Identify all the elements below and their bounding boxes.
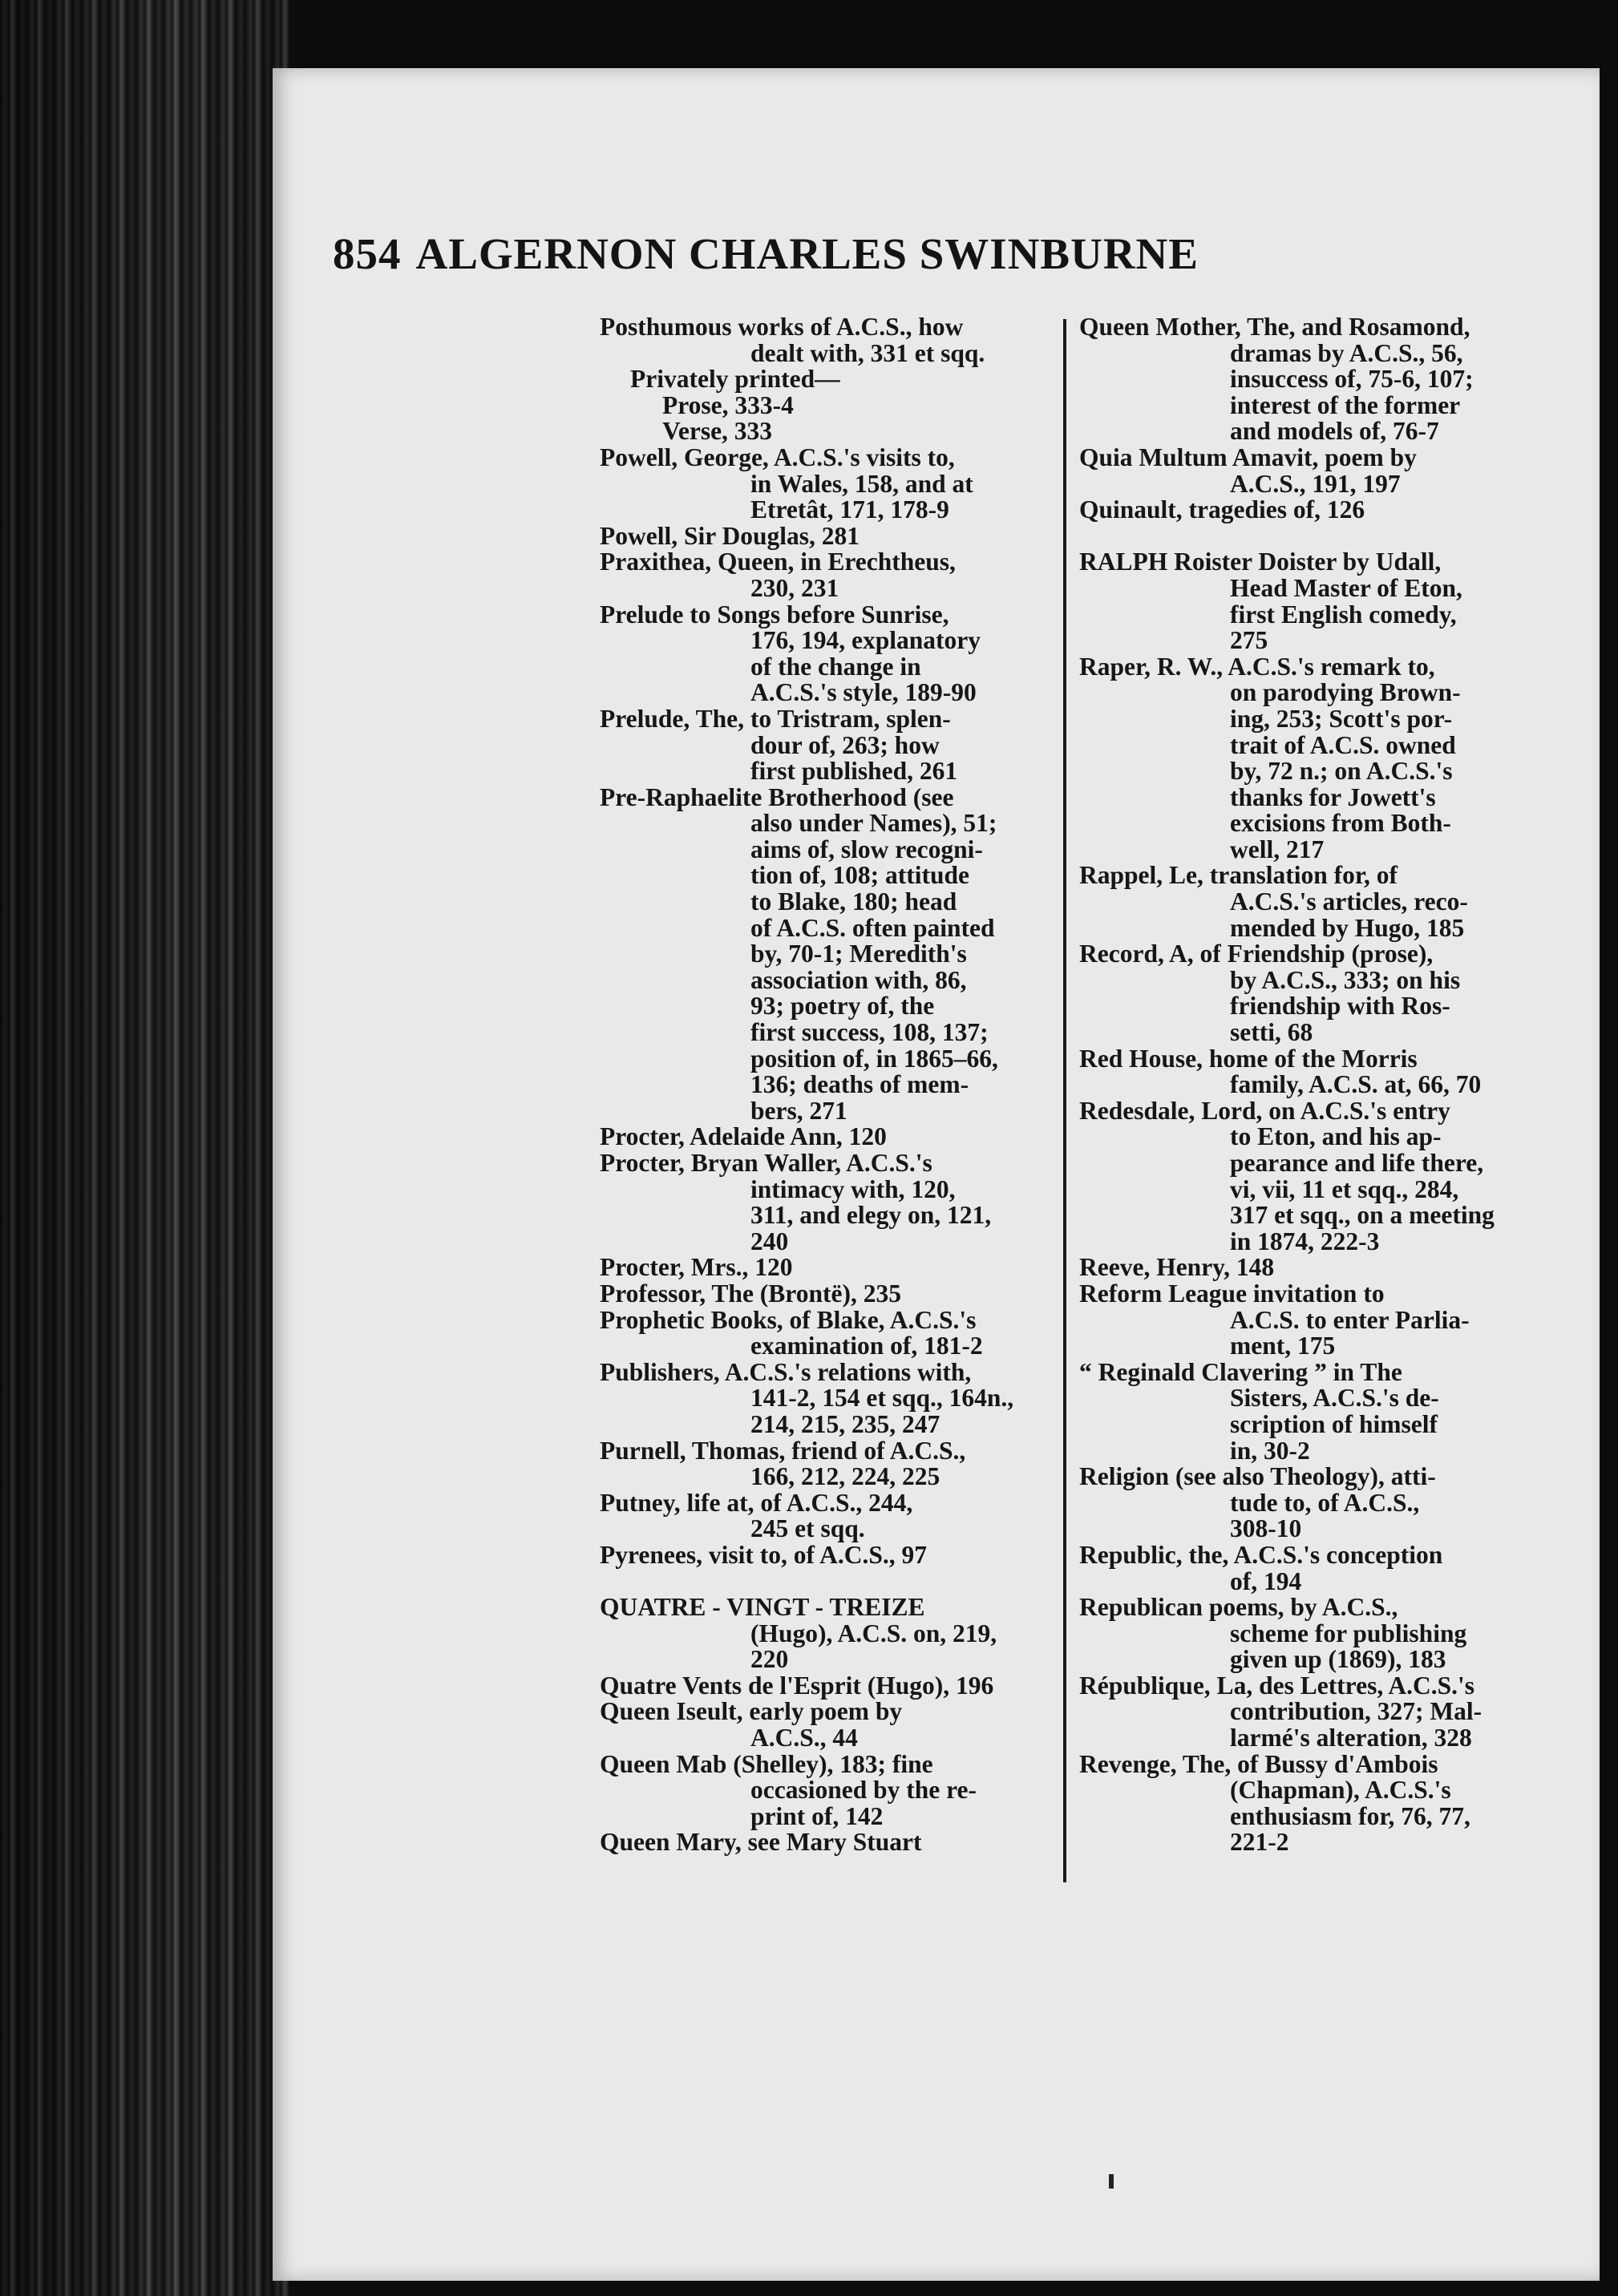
index-entry: République, La, des Lettres, A.C.S.'s (1079, 1671, 1474, 1700)
index-entry-continuation: Verse, 333 (662, 417, 773, 446)
index-entry-continuation: also under Names), 51; (750, 809, 997, 838)
index-entry: Prophetic Books, of Blake, A.C.S.'s (600, 1305, 977, 1334)
index-entry-continuation: 141-2, 154 et sqq., 164n., (750, 1384, 1014, 1413)
index-entry-continuation: 176, 194, explanatory (750, 626, 981, 655)
index-entry: Queen Mab (Shelley), 183; fine (600, 1749, 933, 1778)
index-entry-continuation: Privately printed— (630, 365, 840, 394)
index-entry-continuation: in, 30-2 (1230, 1436, 1310, 1465)
index-entry: Prelude to Songs before Sunrise, (600, 600, 949, 629)
index-entry-continuation: 136; deaths of mem- (750, 1070, 969, 1099)
index-entry-continuation: A.C.S.'s style, 189-90 (750, 678, 977, 707)
index-entry: Praxithea, Queen, in Erechtheus, (600, 548, 956, 576)
index-entry: Professor, The (Brontë), 235 (600, 1279, 901, 1308)
index-entry: Procter, Bryan Waller, A.C.S.'s (600, 1149, 932, 1177)
index-entry-continuation: in 1874, 222-3 (1230, 1227, 1380, 1255)
index-entry-continuation: given up (1869), 183 (1230, 1645, 1446, 1674)
index-entry-continuation: print of, 142 (750, 1801, 884, 1830)
running-head (333, 228, 1495, 293)
index-entry: Powell, Sir Douglas, 281 (600, 521, 860, 550)
index-entry-continuation: ment, 175 (1230, 1332, 1336, 1360)
index-entry-continuation: on parodying Brown- (1230, 678, 1461, 707)
index-entry-continuation: dour of, 263; how (750, 730, 940, 759)
index-entry: Record, A, of Friendship (prose), (1079, 940, 1434, 968)
index-entry-continuation: position of, in 1865–66, (750, 1044, 998, 1073)
index-entry-continuation: (Chapman), A.C.S.'s (1230, 1776, 1451, 1805)
running-title: ALGERNON CHARLES SWINBURNE (415, 229, 1199, 278)
entry-spacer (600, 1569, 1049, 1595)
index-entry-continuation: by A.C.S., 333; on his (1230, 965, 1461, 994)
index-entry-continuation: 311, and elegy on, 121, (750, 1201, 992, 1230)
index-entry: Procter, Adelaide Ann, 120 (600, 1122, 887, 1151)
index-entry: Revenge, The, of Bussy d'Ambois (1079, 1749, 1438, 1778)
index-entry: “ Reginald Clavering ” in The (1079, 1357, 1402, 1386)
index-entry-continuation: association with, 86, (750, 965, 967, 994)
index-entry-continuation: trait of A.C.S. owned (1230, 730, 1456, 759)
index-entry: RALPH Roister Doister by Udall, (1079, 548, 1442, 576)
index-entry-continuation: first published, 261 (750, 757, 958, 786)
entry-spacer (1079, 523, 1519, 550)
index-entry-continuation: Sisters, A.C.S.'s de- (1230, 1384, 1439, 1413)
index-entry: Raper, R. W., A.C.S.'s remark to, (1079, 652, 1435, 681)
index-entry-continuation: well, 217 (1230, 835, 1325, 863)
index-entry: Reform League invitation to (1079, 1279, 1385, 1308)
index-entry-continuation: interest of the former (1230, 390, 1461, 419)
index-entry: Reeve, Henry, 148 (1079, 1253, 1275, 1282)
page-mark (1109, 2174, 1114, 2189)
index-column-right (1079, 314, 1519, 1856)
index-entry: Prelude, The, to Tristram, splen- (600, 704, 951, 733)
index-entry-continuation: vi, vii, 11 et sqq., 284, (1230, 1174, 1459, 1203)
index-entry-continuation: of, 194 (1230, 1566, 1302, 1595)
index-entry-continuation: in Wales, 158, and at (750, 469, 973, 498)
index-entry-continuation: by, 72 n.; on A.C.S.'s (1230, 757, 1453, 786)
index-entry: Religion (see also Theology), atti- (1079, 1462, 1436, 1491)
index-entry: Rappel, Le, translation for, of (1079, 861, 1398, 890)
index-entry-continuation: tion of, 108; attitude (750, 861, 969, 890)
index-entry-continuation: A.C.S.'s articles, reco- (1230, 887, 1468, 916)
index-entry-continuation: larmé's alteration, 328 (1230, 1724, 1472, 1752)
index-entry: Red House, home of the Morris (1079, 1044, 1418, 1073)
index-entry-continuation: (Hugo), A.C.S. on, 219, (750, 1619, 997, 1647)
index-entry-continuation: 308-10 (1230, 1514, 1302, 1543)
index-entry: Republic, the, A.C.S.'s conception (1079, 1540, 1443, 1569)
index-entry-continuation: enthusiasm for, 76, 77, (1230, 1801, 1470, 1830)
index-entry-continuation: thanks for Jowett's (1230, 782, 1436, 811)
index-entry-continuation: 220 (750, 1645, 789, 1674)
index-entry-continuation: family, A.C.S. at, 66, 70 (1230, 1070, 1482, 1099)
index-entry-continuation: 317 et sqq., on a meeting (1230, 1201, 1495, 1230)
index-entry: Quinault, tragedies of, 126 (1079, 495, 1365, 524)
index-entry: Purnell, Thomas, friend of A.C.S., (600, 1436, 966, 1465)
index-entry-continuation: to Blake, 180; head (750, 887, 957, 916)
index-entry-continuation: 230, 231 (750, 573, 839, 602)
index-column-left (600, 314, 1049, 1856)
index-entry-continuation: scription of himself (1230, 1409, 1438, 1438)
index-entry: Queen Mother, The, and Rosamond, (1079, 313, 1470, 341)
index-entry-continuation: contribution, 327; Mal- (1230, 1697, 1482, 1726)
column-divider (1063, 319, 1066, 1882)
index-entry: Redesdale, Lord, on A.C.S.'s entry (1079, 1096, 1450, 1125)
index-entry: QUATRE - VINGT - TREIZE (600, 1593, 925, 1622)
index-entry-continuation: to Eton, and his ap- (1230, 1122, 1442, 1151)
index-entry-continuation: 93; poetry of, the (750, 992, 935, 1021)
index-entry-continuation: Head Master of Eton, (1230, 573, 1462, 602)
index-entry-continuation: ing, 253; Scott's por- (1230, 704, 1453, 733)
index-entry-continuation: examination of, 181-2 (750, 1332, 983, 1360)
index-entry-continuation: 275 (1230, 626, 1268, 655)
index-entry-continuation: 245 et sqq. (750, 1514, 865, 1543)
index-entry: Putney, life at, of A.C.S., 244, (600, 1488, 913, 1517)
index-entry-continuation: A.C.S. to enter Parlia- (1230, 1305, 1470, 1334)
index-entry-continuation: Prose, 333-4 (662, 390, 794, 419)
index-entry-continuation: A.C.S., 191, 197 (1230, 469, 1401, 498)
book-edge-shadow (0, 0, 289, 2296)
index-entry-continuation: Etretât, 171, 178-9 (750, 495, 949, 524)
index-entry: Queen Mary, see Mary Stuart (600, 1828, 922, 1857)
index-entry-continuation: pearance and life there, (1230, 1149, 1484, 1177)
index-entry: Quia Multum Amavit, poem by (1079, 443, 1417, 471)
index-entry-continuation: by, 70-1; Meredith's (750, 940, 967, 968)
index-entry: Procter, Mrs., 120 (600, 1253, 793, 1282)
index-entry-continuation: aims of, slow recogni- (750, 835, 983, 863)
index-entry-continuation: A.C.S., 44 (750, 1724, 858, 1752)
index-entry-continuation: 221-2 (1230, 1828, 1289, 1857)
index-entry: Posthumous works of A.C.S., how (600, 313, 964, 341)
index-entry-continuation: and models of, 76-7 (1230, 417, 1439, 446)
page-number: 854 (333, 229, 402, 278)
index-entry-continuation: first English comedy, (1230, 600, 1457, 629)
index-entry-continuation: 214, 215, 235, 247 (750, 1409, 940, 1438)
index-entry: Publishers, A.C.S.'s relations with, (600, 1357, 972, 1386)
index-entry-continuation: dealt with, 331 et sqq. (750, 338, 985, 367)
index-entry-continuation: insuccess of, 75-6, 107; (1230, 365, 1474, 394)
index-entry: Pre-Raphaelite Brotherhood (see (600, 782, 954, 811)
index-entry-continuation: 240 (750, 1227, 789, 1255)
index-entry: Pyrenees, visit to, of A.C.S., 97 (600, 1540, 928, 1569)
index-entry-continuation: intimacy with, 120, (750, 1174, 956, 1203)
index-entry: Queen Iseult, early poem by (600, 1697, 903, 1726)
index-entry-continuation: mended by Hugo, 185 (1230, 913, 1465, 942)
index-entry-continuation: 166, 212, 224, 225 (750, 1462, 940, 1491)
index-entry-continuation: excisions from Both- (1230, 809, 1451, 838)
index-entry: Quatre Vents de l'Esprit (Hugo), 196 (600, 1671, 994, 1700)
index-entry-continuation: occasioned by the re- (750, 1776, 977, 1805)
index-entry-continuation: setti, 68 (1230, 1018, 1313, 1047)
index-entry-continuation: friendship with Ros- (1230, 992, 1450, 1021)
index-entry-continuation: scheme for publishing (1230, 1619, 1467, 1647)
index-entry-continuation: first success, 108, 137; (750, 1018, 989, 1047)
index-entry-continuation: tude to, of A.C.S., (1230, 1488, 1420, 1517)
index-entry: Republican poems, by A.C.S., (1079, 1593, 1398, 1622)
index-entry-continuation: of A.C.S. often painted (750, 913, 995, 942)
index-entry-continuation: dramas by A.C.S., 56, (1230, 338, 1463, 367)
index-entry-continuation: of the change in (750, 652, 921, 681)
index-entry-continuation: bers, 271 (750, 1096, 847, 1125)
index-entry: Powell, George, A.C.S.'s visits to, (600, 443, 955, 471)
